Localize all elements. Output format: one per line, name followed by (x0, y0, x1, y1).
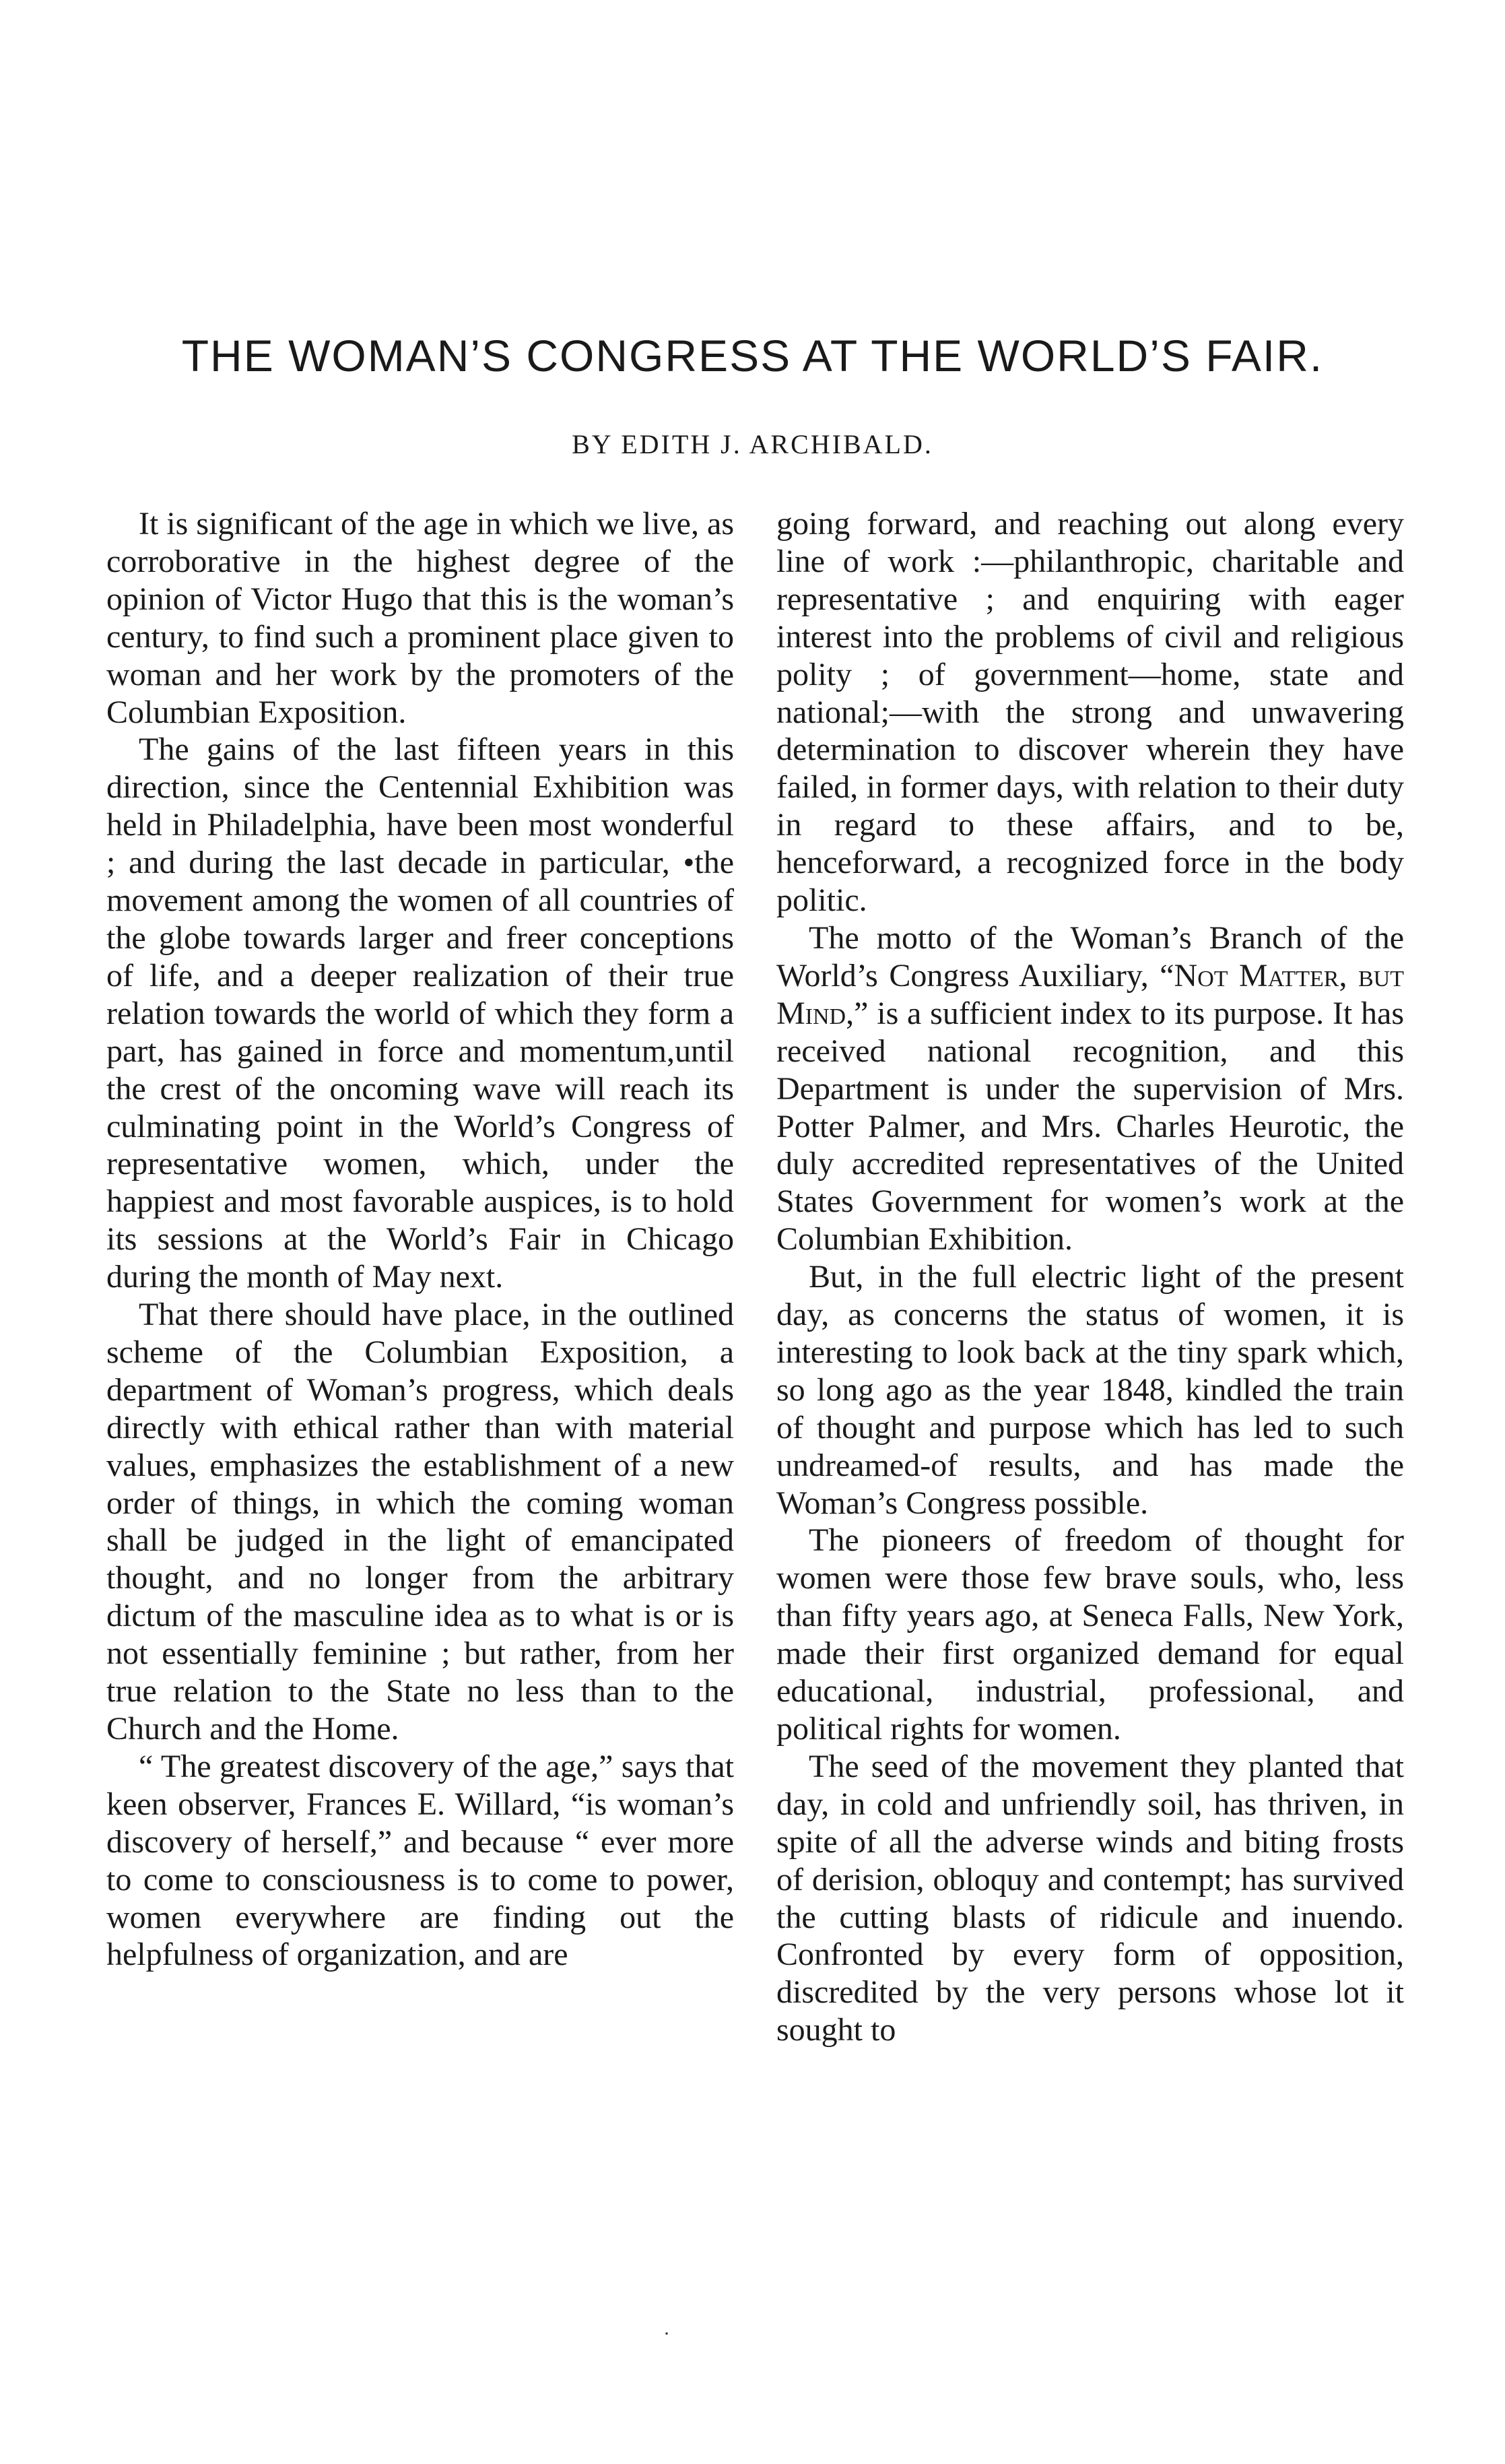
motto-tail-text: is a sufficient index to its purpose. It has received national recognition, and this Department is under the supervision of Mrs. Potter Palmer, and Mrs. Charles Heurotic, the duly accredited representatives of the United States Government for women’s work at the Columbian Exhibition. (776, 995, 1404, 1258)
paragraph: The gains of the last fifteen years in this direction, since the Centennial Exhibition was held in Philadelphia, have been most wonderful ; and during the last decade in particular, •the movement among the women of all countries of the globe towards larger and freer conceptions of life, and a deeper realization of their true relation towards the world of which they form a part, has gained in force and momentum,until the crest of the oncoming wave will reach its culminating point in the World’s Congress of representative women, which, under the happiest and most favorable auspices, is to hold its sessions at the World’s Fair in Chicago during the month of May next. (106, 732, 734, 1295)
right-column (776, 505, 1404, 2049)
paragraph-motto (776, 919, 1404, 1258)
paragraph: It is significant of the age in which we live, as corroborative in the highest degree of the opinion of Victor Hugo that this is the woman’s century, to find such a prominent place given to woman and her work by the promoters of the Columbian Exposition. (106, 506, 734, 730)
left-column (106, 505, 734, 1974)
article-title: THE WOMAN’S CONGRESS AT THE WORLD’S FAIR. (181, 331, 1324, 381)
paragraph: The seed of the movement they planted that day, in cold and unfriendly soil, has thriven, in spite of all the adverse winds and biting frosts of derision, obloquy and contempt; has survived the cutting blasts of ridicule and inuendo. Confronted by every form of opposition, discredited by the very persons whose lot it sought to (776, 1748, 1404, 2048)
paragraph: “ The greatest discovery of the age,” says that keen observer, Frances E. Willard, “is woman’s discovery of herself,” and because “ ever more to come to consciousness is to come to power, women everywhere are finding out the helpfulness of organization, and are (106, 1748, 734, 1973)
paragraph: But, in the full electric light of the present day, as concerns the status of women, it is interesting to look back at the tiny spark which, so long ago as the year 1848, kindled the train of thought and purpose which has led to such undreamed-of results, and has made the Woman’s Congress possible. (776, 1259, 1404, 1521)
motto-text: “Not Matter, but Mind,” (776, 957, 1404, 1031)
paragraph: The pioneers of freedom of thought for women were those few brave souls, who, less than fifty years ago, at Seneca Falls, New York, made their first organized demand for equal educational, industrial, professional, and political rights for women. (776, 1522, 1404, 1747)
paragraph-continued: going forward, and reaching out along every line of work :—philanthropic, charitable and representative ; and enquiring with eager interest into the problems of civil and religious polity ; of government—home, state and national;—with the strong and unwavering determination to discover wherein they have failed, in former days, with relation to their duty in regard to these affairs, and to be, henceforward, a recognized force in the body politic. (776, 506, 1404, 919)
motto-lead-text: The motto of the Woman’s Branch of the World’s Congress Auxiliary, (776, 919, 1404, 994)
article-byline: BY EDITH J. ARCHIBALD. (572, 429, 933, 459)
paragraph: That there should have place, in the outlined scheme of the Columbian Exposition, a department of Woman’s progress, which deals directly with ethical rather than with material values, emphasizes the establishment of a new order of things, in which the coming woman shall be judged in the light of emancipated thought, and no longer from the arbitrary dictum of the masculine idea as to what is or is not essentially feminine ; but rather, from her true relation to the State no less than to the Church and the Home. (106, 1297, 734, 1747)
page-dot-ornament: · (663, 2323, 670, 2345)
